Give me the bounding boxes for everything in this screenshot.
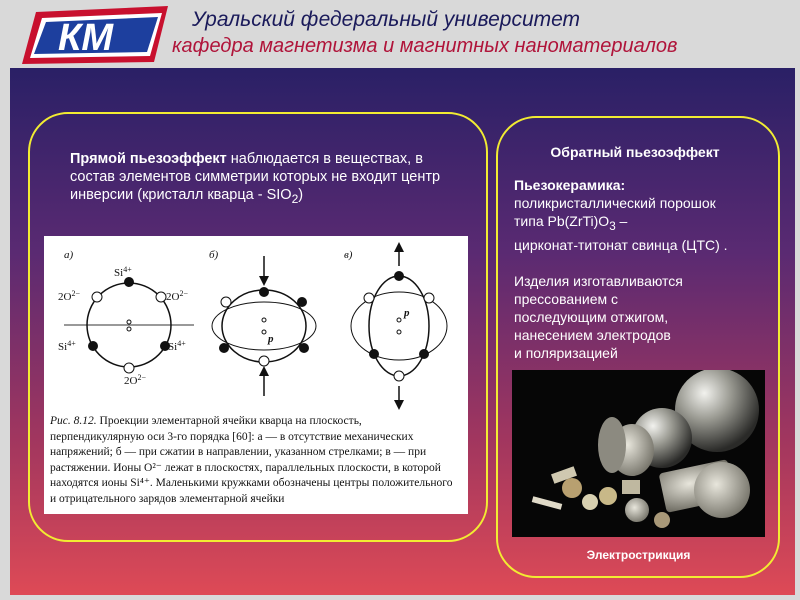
subscript: 2 [291, 191, 299, 206]
polarization-b: p [268, 333, 274, 345]
university-title: Уральский федеральный университет [192, 8, 581, 31]
figure-caption [50, 414, 458, 507]
ceramics-line8: и поляризацией [514, 344, 618, 361]
quartz-figure [44, 236, 468, 514]
ceramics-text [514, 176, 764, 362]
o-label-right: $2O^{2-}$ [166, 289, 188, 303]
department-title: кафедра магнетизма и магнитных наноматериалов [172, 35, 678, 57]
quartz-diagram [44, 236, 468, 411]
polarization-v: p [404, 307, 410, 319]
panel-a-diagram [58, 265, 194, 387]
ceramics-line1: поликристаллический порошок [514, 195, 716, 211]
ceramics-line7: нанесением электродов [514, 326, 671, 343]
km-logo [22, 4, 172, 66]
logo-text: КМ [58, 17, 114, 59]
panel-b-diagram [212, 256, 316, 396]
o-label-left: $2O^{2-}$ [58, 289, 80, 303]
panel-b-label: б) [209, 249, 219, 261]
electrostriction-label: Электрострикция [586, 548, 691, 562]
si-label-top: $Si^{4+}$ [114, 265, 132, 279]
ceramics-line6: последующим отжигом, [514, 308, 669, 325]
direct-effect-term: Прямой пьезоэффект [70, 151, 227, 167]
direct-effect-desc: наблюдается в веществах, в состав элементов симметрии которых не входит центр инверсии (кристалл кварца - SIO [70, 151, 441, 203]
o-label-bottom: $2O^{2-}$ [124, 373, 146, 387]
panel-v-label: в) [344, 249, 353, 261]
figure-caption-prefix: Рис. 8.12. [50, 415, 97, 427]
figure-caption-text: Проекции элементарной ячейки кварца на плоскость, перпендикулярную оси 3-го порядка [60]: а — в отсутствие механических напряжений; б — при сжатии в направлении, указанном стрелками; в — при растяжении. Ионы O²⁻ лежат в плоскостях, параллельных плоскости, в которой находятся ионы Si⁴⁺. Маленькими кружками обозначены центры положительного и отрицательного зарядов элементарной ячейки [50, 415, 453, 505]
inverse-effect-title: Обратный пьезоэффект [550, 144, 720, 160]
header [0, 0, 800, 66]
piezoceramics-photo [512, 370, 765, 537]
panel-v-diagram [351, 242, 447, 410]
ceramics-line5: прессованием с [514, 290, 619, 307]
ceramics-line3: цирконат-титонат свинца (ЦТС) . [514, 236, 728, 253]
ceramics-line2: типа $Pb(ZrTi)O_3$ – [514, 213, 628, 233]
si-label-right: $Si^{4+}$ [168, 339, 186, 353]
paren: ) [298, 187, 304, 203]
panel-a-label: а) [64, 249, 74, 261]
ceramics-label: Пьезокерамика: [514, 177, 626, 193]
ceramics-line4: Изделия изготавливаются [514, 272, 683, 289]
si-label-left: $Si^{4+}$ [58, 339, 76, 353]
direct-effect-text [70, 150, 460, 208]
